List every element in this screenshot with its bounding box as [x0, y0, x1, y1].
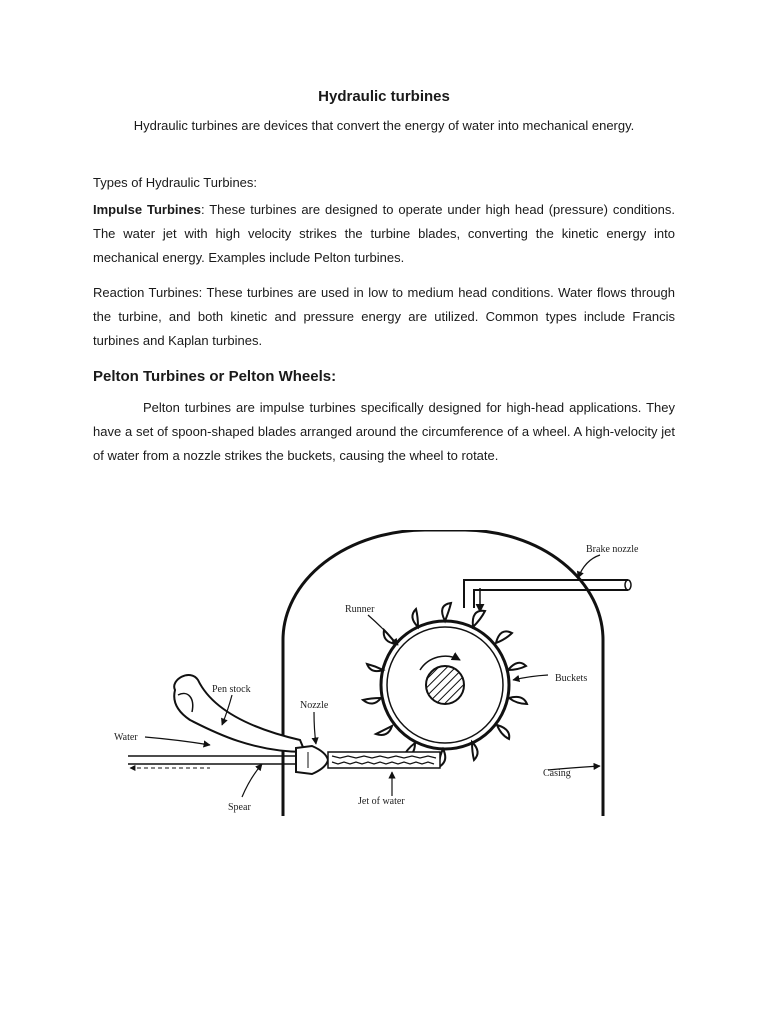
- label-runner: Runner: [345, 604, 375, 615]
- nozzle: [296, 746, 328, 774]
- water-jet: [328, 752, 440, 768]
- impulse-term: Impulse Turbines: [93, 202, 201, 217]
- brake-nozzle-pipe: [464, 580, 628, 608]
- reaction-paragraph: Reaction Turbines: These turbines are used in low to medium head conditions. Water flows through the turbine, and both kinetic and pressure energy are utilized. Common types include Francis turbines and Kaplan turbines.: [93, 285, 675, 348]
- impulse-paragraph: [93, 198, 675, 270]
- label-jet-of-water: Jet of water: [358, 796, 405, 807]
- pelton-heading: Pelton Turbines or Pelton Wheels:: [93, 368, 337, 385]
- label-buckets: Buckets: [555, 673, 588, 684]
- page-title: Hydraulic turbines: [318, 88, 450, 105]
- label-pen-stock: Pen stock: [212, 684, 251, 695]
- runner-wheel: [381, 621, 509, 749]
- label-water: Water: [114, 732, 138, 743]
- label-casing: Casing: [543, 768, 571, 779]
- pelton-paragraph: Pelton turbines are impulse turbines specifically designed for high-head applications. They have a set of spoon-shaped blades arranged around the circumference of a wheel. A high-velocity jet of water from a nozzle strikes the buckets, causing the wheel to rotate.: [93, 400, 675, 463]
- impulse-text: : These turbines are designed to operate under high head (pressure) conditions. The water jet with high velocity strikes the turbine blades, converting the kinetic energy into mechanical energy. Examples include Pelton turbines.: [93, 202, 675, 265]
- intro-paragraph: Hydraulic turbines are devices that convert the energy of water into mechanical energy.: [133, 118, 635, 133]
- label-spear: Spear: [228, 802, 251, 813]
- pelton-wheel-diagram: [100, 530, 680, 820]
- types-heading: Types of Hydraulic Turbines:: [93, 175, 258, 190]
- label-brake-nozzle: Brake nozzle: [586, 544, 639, 555]
- label-nozzle: Nozzle: [300, 700, 329, 711]
